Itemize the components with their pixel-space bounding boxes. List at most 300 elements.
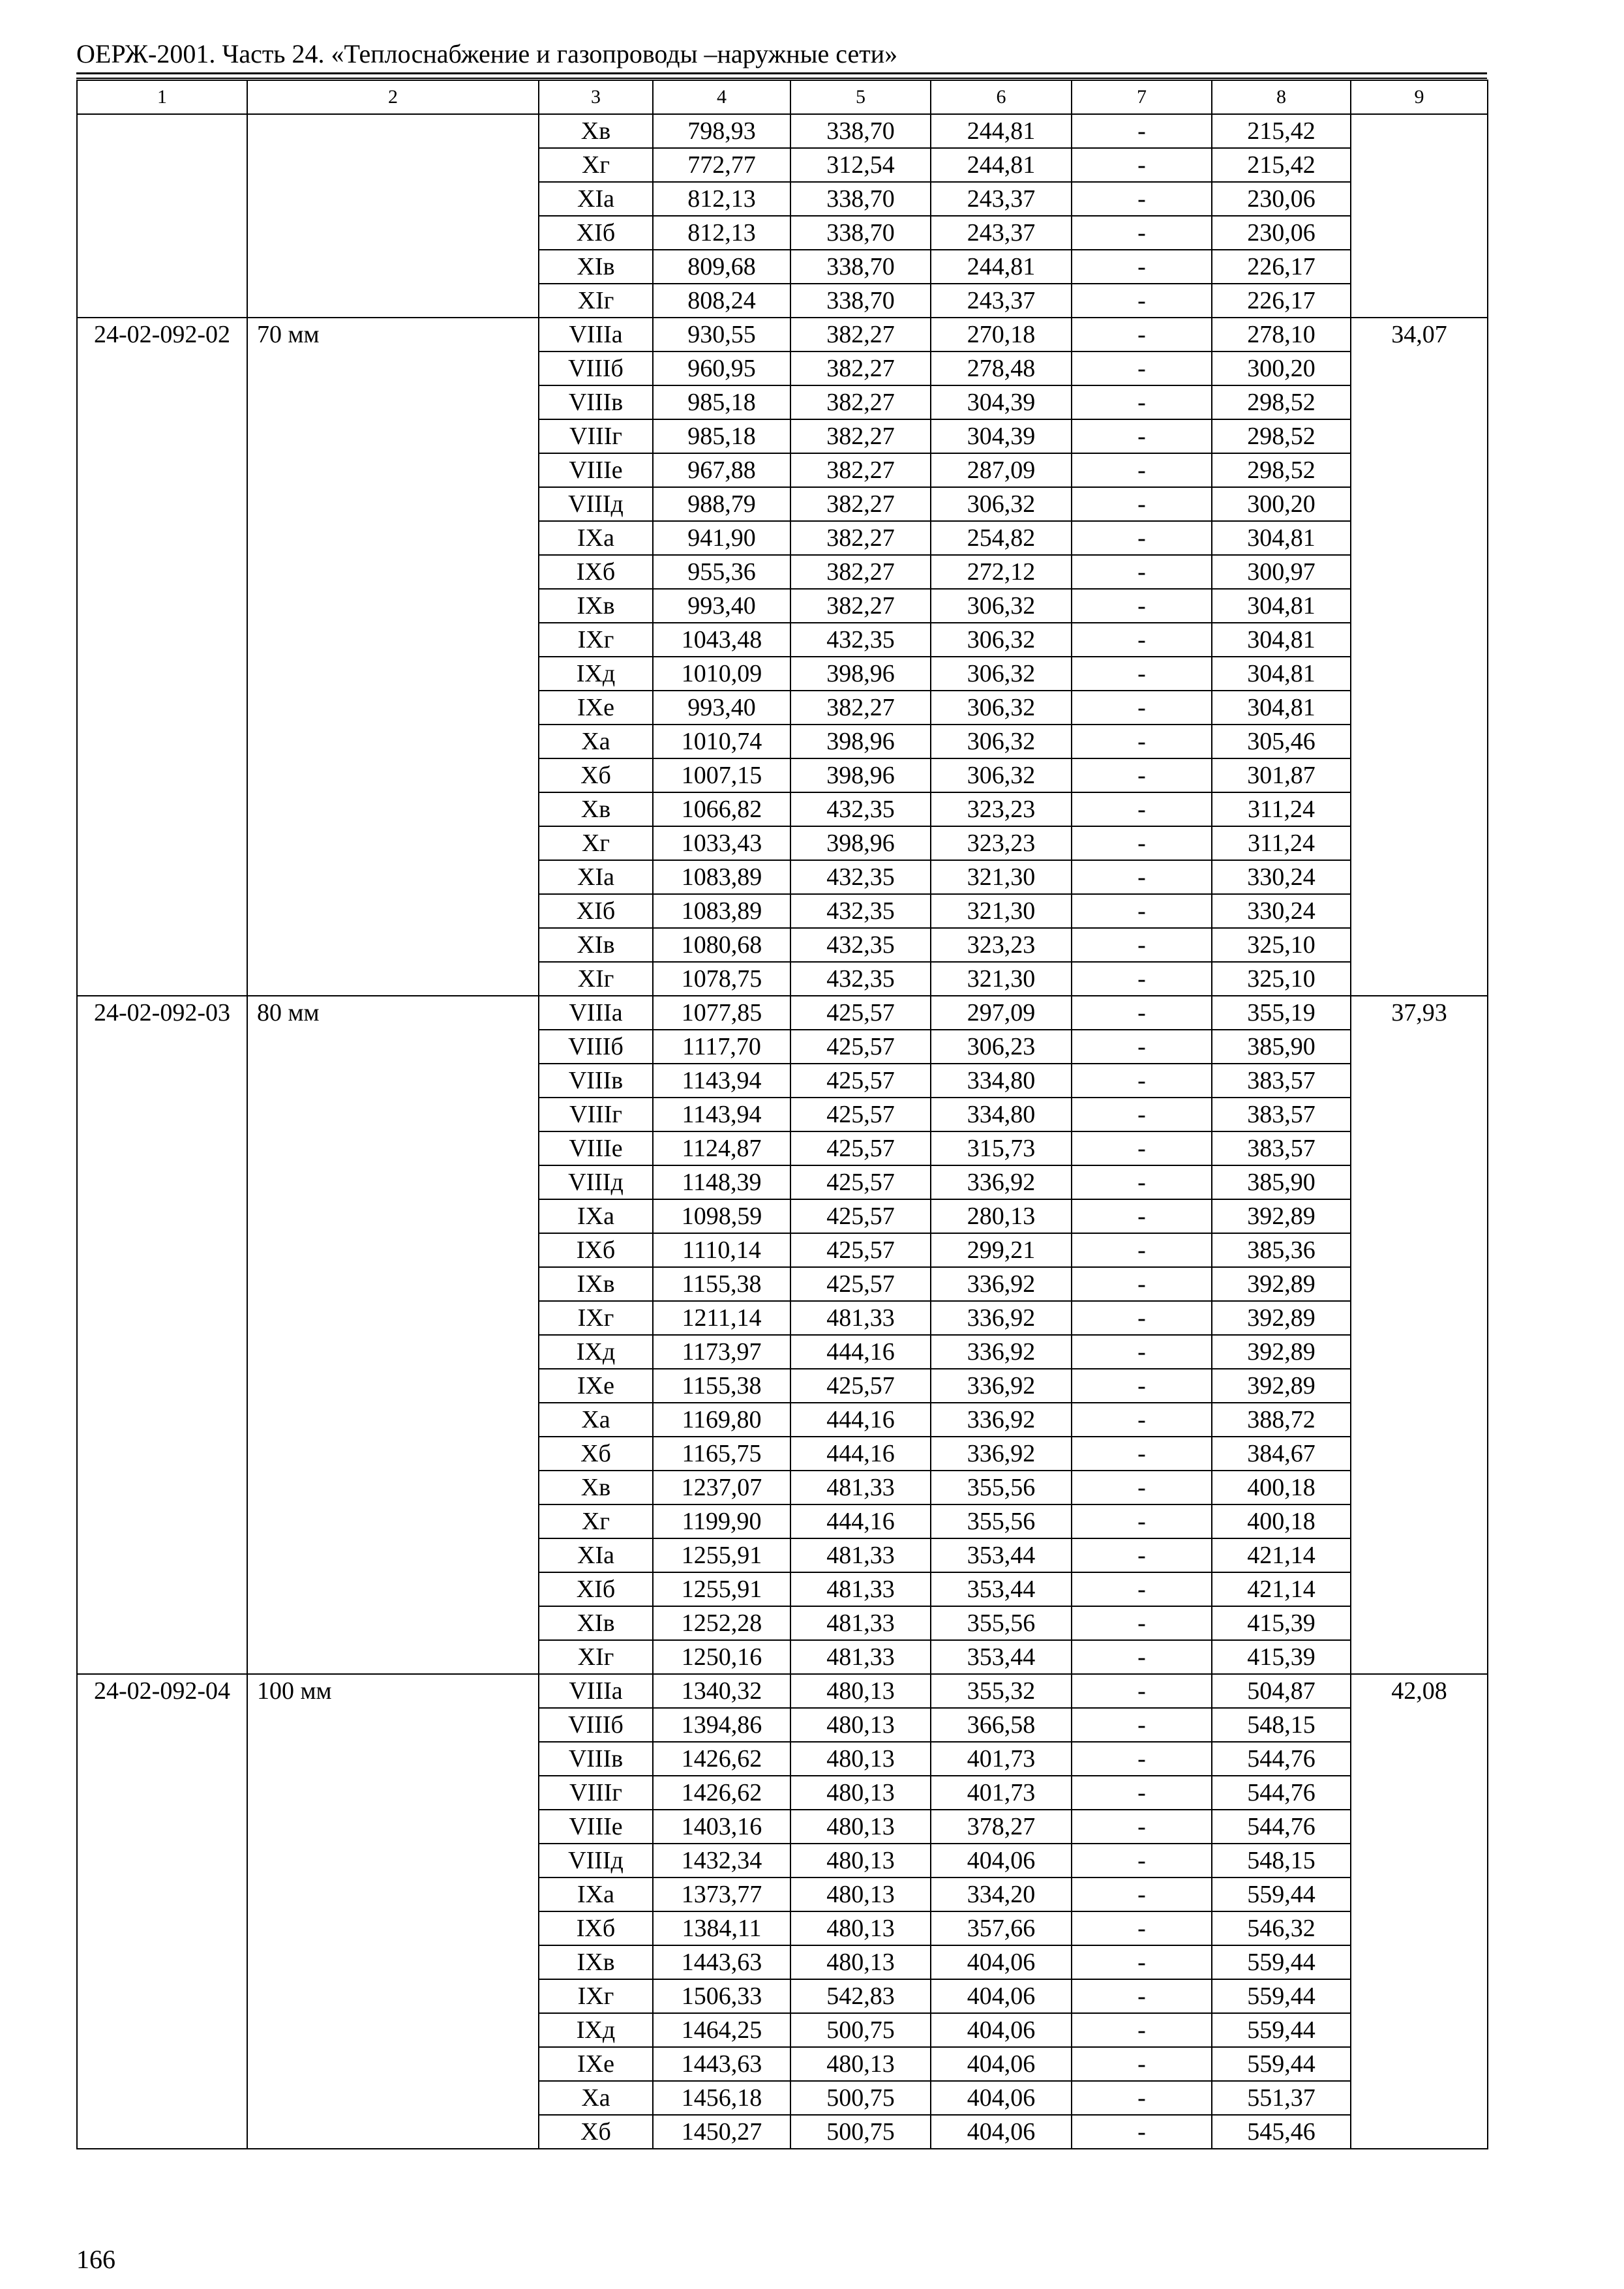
direct-cost-cell: 1143,94 [653, 1098, 790, 1131]
direct-cost-cell: 1384,11 [653, 1911, 790, 1945]
driver-wage-cell: - [1072, 1606, 1212, 1640]
material-cost-cell: 215,42 [1212, 114, 1351, 148]
driver-wage-cell: - [1072, 1233, 1212, 1267]
region-class-cell: VIIIа [539, 1674, 653, 1708]
table-row [77, 318, 1488, 352]
driver-wage-cell: - [1072, 1742, 1212, 1776]
machine-cost-cell: 336,92 [931, 1267, 1072, 1301]
region-class-cell: XIб [539, 1572, 653, 1606]
machine-cost-cell: 321,30 [931, 860, 1072, 894]
machine-cost-cell: 334,20 [931, 1878, 1072, 1911]
region-class-cell: Xг [539, 826, 653, 860]
region-class-cell: VIIIд [539, 1844, 653, 1878]
driver-wage-cell: - [1072, 1640, 1212, 1674]
driver-wage-cell: - [1072, 1911, 1212, 1945]
region-class-cell: VIIIв [539, 385, 653, 419]
region-class-cell: IXв [539, 1267, 653, 1301]
region-class-cell: XIг [539, 284, 653, 318]
labor-cost-cell: 480,13 [790, 1844, 931, 1878]
machine-cost-cell: 321,30 [931, 894, 1072, 928]
direct-cost-cell: 1010,09 [653, 657, 790, 691]
driver-wage-cell: - [1072, 1572, 1212, 1606]
machine-cost-cell: 244,81 [931, 250, 1072, 284]
direct-cost-cell: 1098,59 [653, 1199, 790, 1233]
material-cost-cell: 559,44 [1212, 2047, 1351, 2081]
labor-cost-cell: 382,27 [790, 691, 931, 725]
labor-hours-cell [1351, 114, 1488, 318]
machine-cost-cell: 254,82 [931, 521, 1072, 555]
machine-cost-cell: 336,92 [931, 1335, 1072, 1369]
labor-cost-cell: 338,70 [790, 284, 931, 318]
direct-cost-cell: 772,77 [653, 148, 790, 182]
material-cost-cell: 559,44 [1212, 1878, 1351, 1911]
labor-cost-cell: 481,33 [790, 1301, 931, 1335]
machine-cost-cell: 404,06 [931, 1945, 1072, 1979]
labor-cost-cell: 500,75 [790, 2081, 931, 2115]
driver-wage-cell: - [1072, 1878, 1212, 1911]
labor-cost-cell: 444,16 [790, 1504, 931, 1538]
region-class-cell: VIIIб [539, 1030, 653, 1064]
direct-cost-cell: 988,79 [653, 487, 790, 521]
driver-wage-cell: - [1072, 2081, 1212, 2115]
labor-cost-cell: 425,57 [790, 1030, 931, 1064]
labor-hours-cell: 42,08 [1351, 1674, 1488, 2149]
machine-cost-cell: 353,44 [931, 1572, 1072, 1606]
direct-cost-cell: 1464,25 [653, 2013, 790, 2047]
column-header-2: 2 [247, 80, 539, 114]
region-class-cell: IXа [539, 1878, 653, 1911]
machine-cost-cell: 306,32 [931, 725, 1072, 758]
rate-code-cell [77, 114, 247, 318]
labor-cost-cell: 338,70 [790, 114, 931, 148]
material-cost-cell: 226,17 [1212, 284, 1351, 318]
pipe-diameter-cell: 100 мм [247, 1674, 539, 2149]
driver-wage-cell: - [1072, 1403, 1212, 1437]
labor-cost-cell: 480,13 [790, 1911, 931, 1945]
region-class-cell: VIIIе [539, 453, 653, 487]
direct-cost-cell: 985,18 [653, 385, 790, 419]
table-body [77, 114, 1488, 2149]
labor-cost-cell: 432,35 [790, 894, 931, 928]
region-class-cell: XIа [539, 860, 653, 894]
machine-cost-cell: 244,81 [931, 114, 1072, 148]
column-header-4: 4 [653, 80, 790, 114]
direct-cost-cell: 1199,90 [653, 1504, 790, 1538]
region-class-cell: IXа [539, 1199, 653, 1233]
machine-cost-cell: 244,81 [931, 148, 1072, 182]
column-number-row [77, 80, 1488, 114]
labor-cost-cell: 432,35 [790, 928, 931, 962]
direct-cost-cell: 1426,62 [653, 1776, 790, 1810]
machine-cost-cell: 278,48 [931, 352, 1072, 385]
driver-wage-cell: - [1072, 758, 1212, 792]
region-class-cell: VIIIа [539, 996, 653, 1030]
driver-wage-cell: - [1072, 1131, 1212, 1165]
direct-cost-cell: 1083,89 [653, 860, 790, 894]
direct-cost-cell: 1033,43 [653, 826, 790, 860]
driver-wage-cell: - [1072, 1165, 1212, 1199]
direct-cost-cell: 1443,63 [653, 2047, 790, 2081]
region-class-cell: IXе [539, 2047, 653, 2081]
direct-cost-cell: 1043,48 [653, 623, 790, 657]
region-class-cell: IXа [539, 521, 653, 555]
material-cost-cell: 544,76 [1212, 1776, 1351, 1810]
direct-cost-cell: 812,13 [653, 216, 790, 250]
material-cost-cell: 226,17 [1212, 250, 1351, 284]
region-class-cell: XIа [539, 182, 653, 216]
material-cost-cell: 325,10 [1212, 962, 1351, 996]
material-cost-cell: 421,14 [1212, 1572, 1351, 1606]
machine-cost-cell: 323,23 [931, 826, 1072, 860]
labor-cost-cell: 382,27 [790, 521, 931, 555]
material-cost-cell: 392,89 [1212, 1369, 1351, 1403]
material-cost-cell: 400,18 [1212, 1504, 1351, 1538]
column-header-5: 5 [790, 80, 931, 114]
driver-wage-cell: - [1072, 928, 1212, 962]
labor-cost-cell: 382,27 [790, 555, 931, 589]
material-cost-cell: 304,81 [1212, 623, 1351, 657]
region-class-cell: XIв [539, 250, 653, 284]
machine-cost-cell: 355,56 [931, 1504, 1072, 1538]
direct-cost-cell: 1165,75 [653, 1437, 790, 1471]
labor-cost-cell: 338,70 [790, 250, 931, 284]
region-class-cell: XIв [539, 1606, 653, 1640]
material-cost-cell: 545,46 [1212, 2115, 1351, 2149]
driver-wage-cell: - [1072, 2115, 1212, 2149]
rate-code-cell: 24-02-092-04 [77, 1674, 247, 2149]
material-cost-cell: 383,57 [1212, 1098, 1351, 1131]
region-class-cell: Xг [539, 148, 653, 182]
material-cost-cell: 415,39 [1212, 1640, 1351, 1674]
machine-cost-cell: 355,56 [931, 1606, 1072, 1640]
region-class-cell: Xа [539, 1403, 653, 1437]
machine-cost-cell: 306,32 [931, 657, 1072, 691]
labor-cost-cell: 382,27 [790, 487, 931, 521]
region-class-cell: VIIIб [539, 1708, 653, 1742]
direct-cost-cell: 808,24 [653, 284, 790, 318]
material-cost-cell: 300,20 [1212, 352, 1351, 385]
region-class-cell: VIIIд [539, 1165, 653, 1199]
machine-cost-cell: 323,23 [931, 928, 1072, 962]
machine-cost-cell: 306,32 [931, 758, 1072, 792]
driver-wage-cell: - [1072, 826, 1212, 860]
driver-wage-cell: - [1072, 725, 1212, 758]
region-class-cell: VIIIе [539, 1810, 653, 1844]
labor-cost-cell: 444,16 [790, 1403, 931, 1437]
direct-cost-cell: 798,93 [653, 114, 790, 148]
labor-cost-cell: 382,27 [790, 419, 931, 453]
direct-cost-cell: 1148,39 [653, 1165, 790, 1199]
driver-wage-cell: - [1072, 860, 1212, 894]
material-cost-cell: 383,57 [1212, 1064, 1351, 1098]
table-row [77, 114, 1488, 148]
labor-cost-cell: 481,33 [790, 1471, 931, 1504]
material-cost-cell: 385,90 [1212, 1165, 1351, 1199]
labor-cost-cell: 432,35 [790, 792, 931, 826]
direct-cost-cell: 1426,62 [653, 1742, 790, 1776]
direct-cost-cell: 1394,86 [653, 1708, 790, 1742]
region-class-cell: XIа [539, 1538, 653, 1572]
material-cost-cell: 215,42 [1212, 148, 1351, 182]
labor-cost-cell: 338,70 [790, 216, 931, 250]
region-class-cell: IXг [539, 623, 653, 657]
page-number: 166 [76, 2245, 115, 2274]
labor-cost-cell: 382,27 [790, 318, 931, 352]
labor-cost-cell: 444,16 [790, 1335, 931, 1369]
machine-cost-cell: 306,32 [931, 589, 1072, 623]
labor-cost-cell: 398,96 [790, 725, 931, 758]
material-cost-cell: 559,44 [1212, 1979, 1351, 2013]
pipe-diameter-cell: 70 мм [247, 318, 539, 996]
labor-cost-cell: 480,13 [790, 1810, 931, 1844]
labor-cost-cell: 481,33 [790, 1572, 931, 1606]
direct-cost-cell: 985,18 [653, 419, 790, 453]
region-class-cell: XIг [539, 962, 653, 996]
machine-cost-cell: 323,23 [931, 792, 1072, 826]
material-cost-cell: 230,06 [1212, 182, 1351, 216]
material-cost-cell: 278,10 [1212, 318, 1351, 352]
machine-cost-cell: 287,09 [931, 453, 1072, 487]
direct-cost-cell: 1155,38 [653, 1369, 790, 1403]
price-table [76, 80, 1488, 2149]
region-class-cell: VIIIв [539, 1742, 653, 1776]
labor-cost-cell: 542,83 [790, 1979, 931, 2013]
labor-cost-cell: 432,35 [790, 623, 931, 657]
material-cost-cell: 544,76 [1212, 1742, 1351, 1776]
material-cost-cell: 385,90 [1212, 1030, 1351, 1064]
region-class-cell: VIIIе [539, 1131, 653, 1165]
material-cost-cell: 559,44 [1212, 2013, 1351, 2047]
region-class-cell: IXг [539, 1301, 653, 1335]
labor-cost-cell: 481,33 [790, 1538, 931, 1572]
pipe-diameter-cell: 80 мм [247, 996, 539, 1674]
driver-wage-cell: - [1072, 521, 1212, 555]
material-cost-cell: 298,52 [1212, 453, 1351, 487]
labor-cost-cell: 480,13 [790, 2047, 931, 2081]
labor-cost-cell: 398,96 [790, 826, 931, 860]
machine-cost-cell: 297,09 [931, 996, 1072, 1030]
machine-cost-cell: 243,37 [931, 284, 1072, 318]
driver-wage-cell: - [1072, 1369, 1212, 1403]
machine-cost-cell: 404,06 [931, 2081, 1072, 2115]
region-class-cell: IXб [539, 555, 653, 589]
machine-cost-cell: 357,66 [931, 1911, 1072, 1945]
material-cost-cell: 330,24 [1212, 894, 1351, 928]
direct-cost-cell: 1080,68 [653, 928, 790, 962]
driver-wage-cell: - [1072, 962, 1212, 996]
driver-wage-cell: - [1072, 1776, 1212, 1810]
material-cost-cell: 325,10 [1212, 928, 1351, 962]
table-row [77, 1674, 1488, 1708]
direct-cost-cell: 1066,82 [653, 792, 790, 826]
region-class-cell: Xв [539, 792, 653, 826]
region-class-cell: VIIIг [539, 419, 653, 453]
labor-cost-cell: 425,57 [790, 1131, 931, 1165]
labor-hours-cell: 34,07 [1351, 318, 1488, 996]
labor-cost-cell: 480,13 [790, 1945, 931, 1979]
machine-cost-cell: 336,92 [931, 1369, 1072, 1403]
material-cost-cell: 300,20 [1212, 487, 1351, 521]
driver-wage-cell: - [1072, 1471, 1212, 1504]
header-rule-thin [76, 78, 1487, 79]
direct-cost-cell: 1252,28 [653, 1606, 790, 1640]
machine-cost-cell: 355,56 [931, 1471, 1072, 1504]
machine-cost-cell: 336,92 [931, 1165, 1072, 1199]
material-cost-cell: 392,89 [1212, 1301, 1351, 1335]
machine-cost-cell: 404,06 [931, 2013, 1072, 2047]
material-cost-cell: 304,81 [1212, 521, 1351, 555]
region-class-cell: IXг [539, 1979, 653, 2013]
region-class-cell: VIIIа [539, 318, 653, 352]
driver-wage-cell: - [1072, 318, 1212, 352]
region-class-cell: IXе [539, 691, 653, 725]
material-cost-cell: 400,18 [1212, 1471, 1351, 1504]
machine-cost-cell: 334,80 [931, 1098, 1072, 1131]
machine-cost-cell: 355,32 [931, 1674, 1072, 1708]
machine-cost-cell: 315,73 [931, 1131, 1072, 1165]
labor-cost-cell: 481,33 [790, 1640, 931, 1674]
direct-cost-cell: 1078,75 [653, 962, 790, 996]
direct-cost-cell: 1506,33 [653, 1979, 790, 2013]
region-class-cell: Xг [539, 1504, 653, 1538]
direct-cost-cell: 960,95 [653, 352, 790, 385]
table-row [77, 996, 1488, 1030]
column-header-7: 7 [1072, 80, 1212, 114]
material-cost-cell: 415,39 [1212, 1606, 1351, 1640]
region-class-cell: Xв [539, 1471, 653, 1504]
direct-cost-cell: 1211,14 [653, 1301, 790, 1335]
driver-wage-cell: - [1072, 1437, 1212, 1471]
labor-cost-cell: 425,57 [790, 996, 931, 1030]
labor-cost-cell: 382,27 [790, 453, 931, 487]
region-class-cell: XIг [539, 1640, 653, 1674]
driver-wage-cell: - [1072, 555, 1212, 589]
labor-cost-cell: 432,35 [790, 860, 931, 894]
labor-cost-cell: 398,96 [790, 657, 931, 691]
direct-cost-cell: 1124,87 [653, 1131, 790, 1165]
driver-wage-cell: - [1072, 1708, 1212, 1742]
machine-cost-cell: 321,30 [931, 962, 1072, 996]
direct-cost-cell: 1077,85 [653, 996, 790, 1030]
driver-wage-cell: - [1072, 1979, 1212, 2013]
labor-cost-cell: 425,57 [790, 1369, 931, 1403]
direct-cost-cell: 812,13 [653, 182, 790, 216]
driver-wage-cell: - [1072, 1030, 1212, 1064]
driver-wage-cell: - [1072, 894, 1212, 928]
material-cost-cell: 392,89 [1212, 1335, 1351, 1369]
driver-wage-cell: - [1072, 1674, 1212, 1708]
column-header-1: 1 [77, 80, 247, 114]
machine-cost-cell: 272,12 [931, 555, 1072, 589]
driver-wage-cell: - [1072, 1199, 1212, 1233]
driver-wage-cell: - [1072, 1504, 1212, 1538]
direct-cost-cell: 1110,14 [653, 1233, 790, 1267]
machine-cost-cell: 336,92 [931, 1301, 1072, 1335]
labor-hours-cell: 37,93 [1351, 996, 1488, 1674]
direct-cost-cell: 993,40 [653, 691, 790, 725]
direct-cost-cell: 1443,63 [653, 1945, 790, 1979]
region-class-cell: VIIIг [539, 1098, 653, 1131]
machine-cost-cell: 243,37 [931, 182, 1072, 216]
region-class-cell: IXд [539, 657, 653, 691]
material-cost-cell: 311,24 [1212, 826, 1351, 860]
direct-cost-cell: 1155,38 [653, 1267, 790, 1301]
machine-cost-cell: 306,32 [931, 623, 1072, 657]
driver-wage-cell: - [1072, 352, 1212, 385]
labor-cost-cell: 500,75 [790, 2013, 931, 2047]
labor-cost-cell: 425,57 [790, 1098, 931, 1131]
labor-cost-cell: 444,16 [790, 1437, 931, 1471]
machine-cost-cell: 304,39 [931, 385, 1072, 419]
direct-cost-cell: 1083,89 [653, 894, 790, 928]
labor-cost-cell: 382,27 [790, 385, 931, 419]
material-cost-cell: 300,97 [1212, 555, 1351, 589]
direct-cost-cell: 1255,91 [653, 1572, 790, 1606]
driver-wage-cell: - [1072, 2013, 1212, 2047]
driver-wage-cell: - [1072, 1064, 1212, 1098]
material-cost-cell: 504,87 [1212, 1674, 1351, 1708]
direct-cost-cell: 1237,07 [653, 1471, 790, 1504]
machine-cost-cell: 378,27 [931, 1810, 1072, 1844]
material-cost-cell: 559,44 [1212, 1945, 1351, 1979]
machine-cost-cell: 306,32 [931, 691, 1072, 725]
labor-cost-cell: 312,54 [790, 148, 931, 182]
direct-cost-cell: 809,68 [653, 250, 790, 284]
direct-cost-cell: 941,90 [653, 521, 790, 555]
labor-cost-cell: 425,57 [790, 1199, 931, 1233]
machine-cost-cell: 401,73 [931, 1776, 1072, 1810]
machine-cost-cell: 299,21 [931, 1233, 1072, 1267]
direct-cost-cell: 1250,16 [653, 1640, 790, 1674]
region-class-cell: Xб [539, 758, 653, 792]
labor-cost-cell: 480,13 [790, 1742, 931, 1776]
material-cost-cell: 311,24 [1212, 792, 1351, 826]
material-cost-cell: 304,81 [1212, 691, 1351, 725]
labor-cost-cell: 500,75 [790, 2115, 931, 2149]
region-class-cell: XIб [539, 216, 653, 250]
direct-cost-cell: 1010,74 [653, 725, 790, 758]
machine-cost-cell: 334,80 [931, 1064, 1072, 1098]
material-cost-cell: 305,46 [1212, 725, 1351, 758]
material-cost-cell: 355,19 [1212, 996, 1351, 1030]
material-cost-cell: 546,32 [1212, 1911, 1351, 1945]
material-cost-cell: 548,15 [1212, 1708, 1351, 1742]
material-cost-cell: 421,14 [1212, 1538, 1351, 1572]
region-class-cell: VIIIв [539, 1064, 653, 1098]
labor-cost-cell: 481,33 [790, 1606, 931, 1640]
material-cost-cell: 385,36 [1212, 1233, 1351, 1267]
region-class-cell: IXб [539, 1911, 653, 1945]
machine-cost-cell: 336,92 [931, 1403, 1072, 1437]
material-cost-cell: 548,15 [1212, 1844, 1351, 1878]
column-header-8: 8 [1212, 80, 1351, 114]
driver-wage-cell: - [1072, 589, 1212, 623]
direct-cost-cell: 1255,91 [653, 1538, 790, 1572]
machine-cost-cell: 306,32 [931, 487, 1072, 521]
driver-wage-cell: - [1072, 1335, 1212, 1369]
labor-cost-cell: 480,13 [790, 1674, 931, 1708]
labor-cost-cell: 425,57 [790, 1267, 931, 1301]
page-header-title: ОЕРЖ-2001. Часть 24. «Теплоснабжение и газопроводы –наружные сети» [76, 39, 898, 68]
driver-wage-cell: - [1072, 1267, 1212, 1301]
region-class-cell: IXв [539, 589, 653, 623]
region-class-cell: Xб [539, 2115, 653, 2149]
material-cost-cell: 392,89 [1212, 1267, 1351, 1301]
material-cost-cell: 388,72 [1212, 1403, 1351, 1437]
driver-wage-cell: - [1072, 2047, 1212, 2081]
machine-cost-cell: 353,44 [931, 1640, 1072, 1674]
labor-cost-cell: 425,57 [790, 1165, 931, 1199]
